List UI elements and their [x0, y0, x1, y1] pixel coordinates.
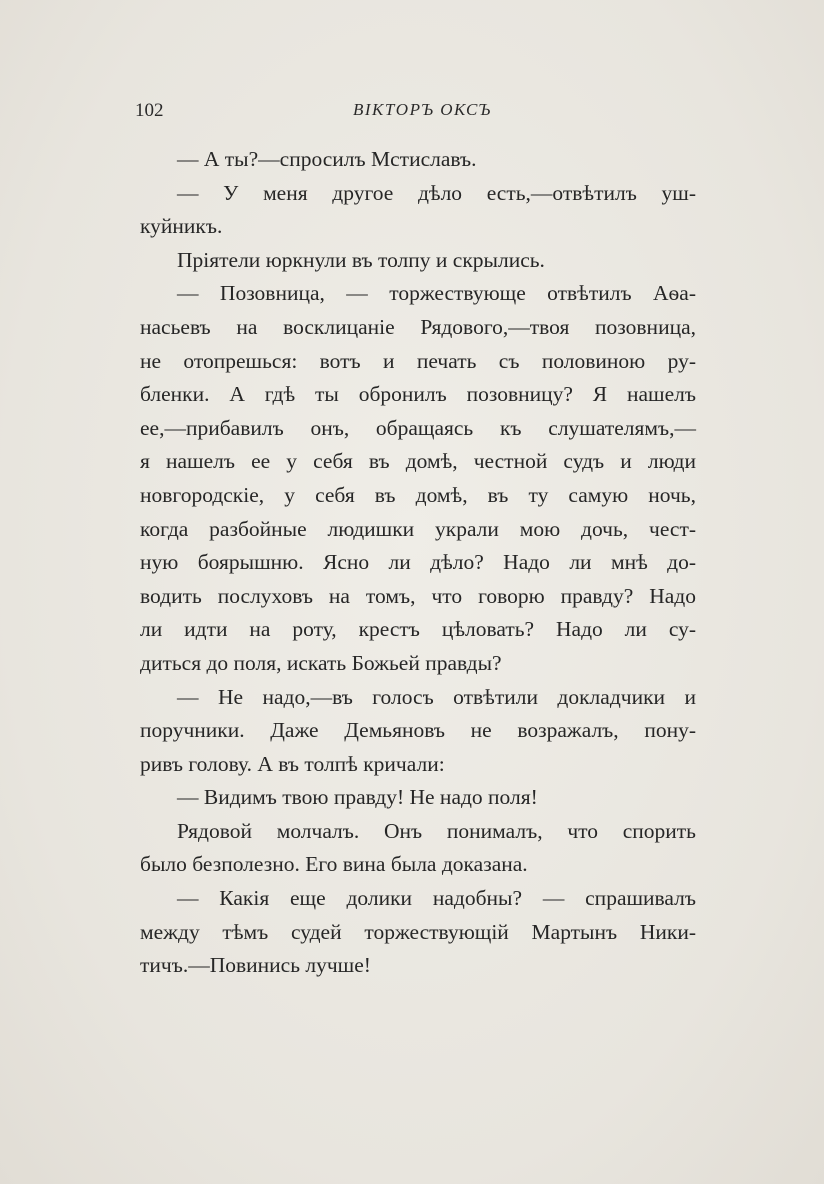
text-line: между тѣмъ судей торжествующій Мартынъ Ники- — [140, 919, 696, 944]
text-line: — Позовница, — торжествующе отвѣтилъ Аѳа- — [177, 281, 696, 306]
text-line: диться до поля, искать Божьей правды? — [140, 650, 502, 675]
text-line: водить послуховъ на томъ, что говорю правду? Надо — [140, 583, 696, 608]
text-line: Рядовой молчалъ. Онъ понималъ, что спорить — [177, 818, 696, 843]
text-line: ее,—прибавилъ онъ, обращаясь къ слушателямъ,— — [140, 415, 696, 440]
text-line: — У меня другое дѣло есть,—отвѣтилъ уш- — [177, 180, 696, 205]
text-line: — Не надо,—въ голосъ отвѣтили докладчики и — [177, 684, 696, 709]
text-line: когда разбойные людишки украли мою дочь, чест- — [140, 516, 696, 541]
text-line: ли идти на роту, крестъ цѣловать? Надо ли су- — [140, 617, 696, 642]
page-header — [135, 100, 695, 128]
text-line: насьевъ на восклицаніе Рядового,—твоя позовница, — [140, 314, 696, 339]
text-line: тичъ.—Повинись лучше! — [140, 953, 371, 978]
text-line: бленки. А гдѣ ты обронилъ позовницу? Я нашелъ — [140, 382, 696, 407]
text-line: — Какія еще долики надобны? — спрашивалъ — [177, 886, 696, 911]
text-line: Пріятели юркнули въ толпу и скрылись. — [177, 247, 545, 272]
running-head: ВIКТОРЪ ОКСЪ — [353, 100, 492, 119]
text-line: — А ты?—спросилъ Мстиславъ. — [177, 147, 477, 171]
page-number: 102 — [135, 100, 164, 121]
text-line: ную боярышню. Ясно ли дѣло? Надо ли мнѣ до- — [140, 550, 696, 575]
text-line: было безполезно. Его вина была доказана. — [140, 852, 528, 877]
text-line: ривъ голову. А въ толпѣ кричали: — [140, 751, 445, 776]
text-line: новгородскіе, у себя въ домѣ, въ ту самую ночь, — [140, 482, 696, 507]
text-line: не отопрешься: вотъ и печать съ половиною ру- — [140, 348, 696, 373]
text-line: я нашелъ ее у себя въ домѣ, честной судъ и люди — [140, 449, 696, 474]
text-line: куйникъ. — [140, 214, 223, 239]
text-line: — Видимъ твою правду! Не надо поля! — [177, 785, 538, 810]
text-line: поручники. Даже Демьяновъ не возражалъ, пону- — [140, 718, 696, 743]
body-text — [140, 143, 696, 983]
